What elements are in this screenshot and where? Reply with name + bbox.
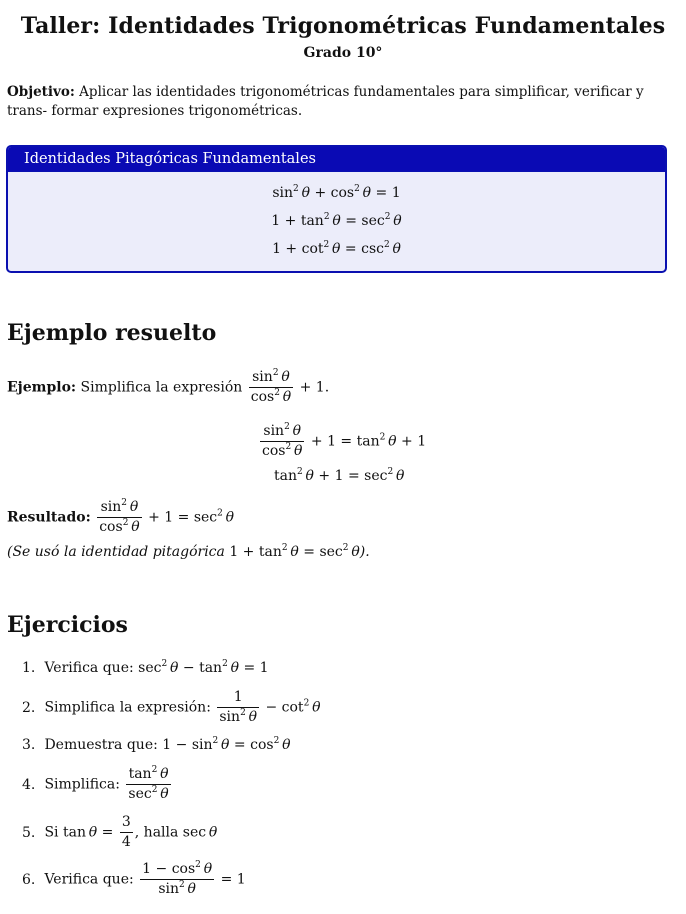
identity-3: $1 + \cot^2 \theta = \csc^2 \theta$ [272, 240, 401, 257]
exercise-1: 1. Verifica que: $\sec^2 \theta - \tan^2 \theta = 1$ [22, 659, 269, 676]
identity-1: $\sin^2 \theta + \cos^2 \theta = 1$ [272, 184, 401, 201]
exercises-heading: Ejercicios [7, 612, 128, 638]
example-statement: Ejemplo: Simplifica la expresión $\frac{\sin^2 \theta}{\cos^2 \theta}$ + 1. [7, 368, 330, 405]
identities-box [6, 145, 667, 273]
objective-label: Objetivo: [7, 84, 75, 100]
identity-2: $1 + \tan^2 \theta = \sec^2 \theta$ [271, 212, 402, 229]
exercise-6: 6. Verifica que: $\frac{1 - \cos^2 \theta}{\sin^2 \theta}$ = 1 [22, 860, 246, 897]
exercise-4: 4. Simplifica: $\frac{\tan^2 \theta}{\sec^2 \theta}$ [22, 765, 169, 802]
exercise-5: 5. Si tan θ = $\frac{3}{4}$ , halla sec θ [22, 814, 218, 850]
page-subtitle: Grado 10° [303, 45, 383, 61]
note-text: (Se usó la identidad pitagórica [7, 544, 225, 560]
example-step-1: $\frac{\sin^2 \theta}{\cos^2 \theta}$ + $1 = \tan^2 \theta + 1$ [262, 422, 427, 459]
identities-box-title: Identidades Pitagóricas Fundamentales [8, 147, 665, 172]
example-fraction: $\frac{\sin^2 \theta}{\cos^2 \theta}$ [250, 368, 292, 405]
example-label: Ejemplo: [7, 379, 77, 396]
example-note: (Se usó la identidad pitagórica $1 + \tan^2 \theta = \sec^2 \theta$). [7, 543, 370, 560]
objective-text: Aplicar las identidades trigonométricas fundamentales para simplificar, verificar y trans- formar expresiones trigonométricas. [7, 84, 644, 119]
example-text: Simplifica la expresión [80, 379, 243, 396]
objective-paragraph [7, 83, 675, 121]
example-step-2: $\tan^2 \theta + 1 = \sec^2 \theta$ [274, 467, 405, 484]
page-title: Taller: Identidades Trigonométricas Fundamentales [20, 13, 666, 39]
exercise-2: 2. Simplifica la expresión: $\frac{1}{\sin^2 \theta}$ − $\cot^2 \theta$ [22, 689, 321, 725]
example-result: Resultado: $\frac{\sin^2 \theta}{\cos^2 \theta}$ + $1 = \sec^2 \theta$ [7, 498, 235, 535]
result-label: Resultado: [7, 509, 91, 526]
exercise-3: 3. Demuestra que: $1 - \sin^2 \theta = \cos^2 \theta$ [22, 736, 291, 753]
example-heading: Ejemplo resuelto [7, 320, 217, 346]
